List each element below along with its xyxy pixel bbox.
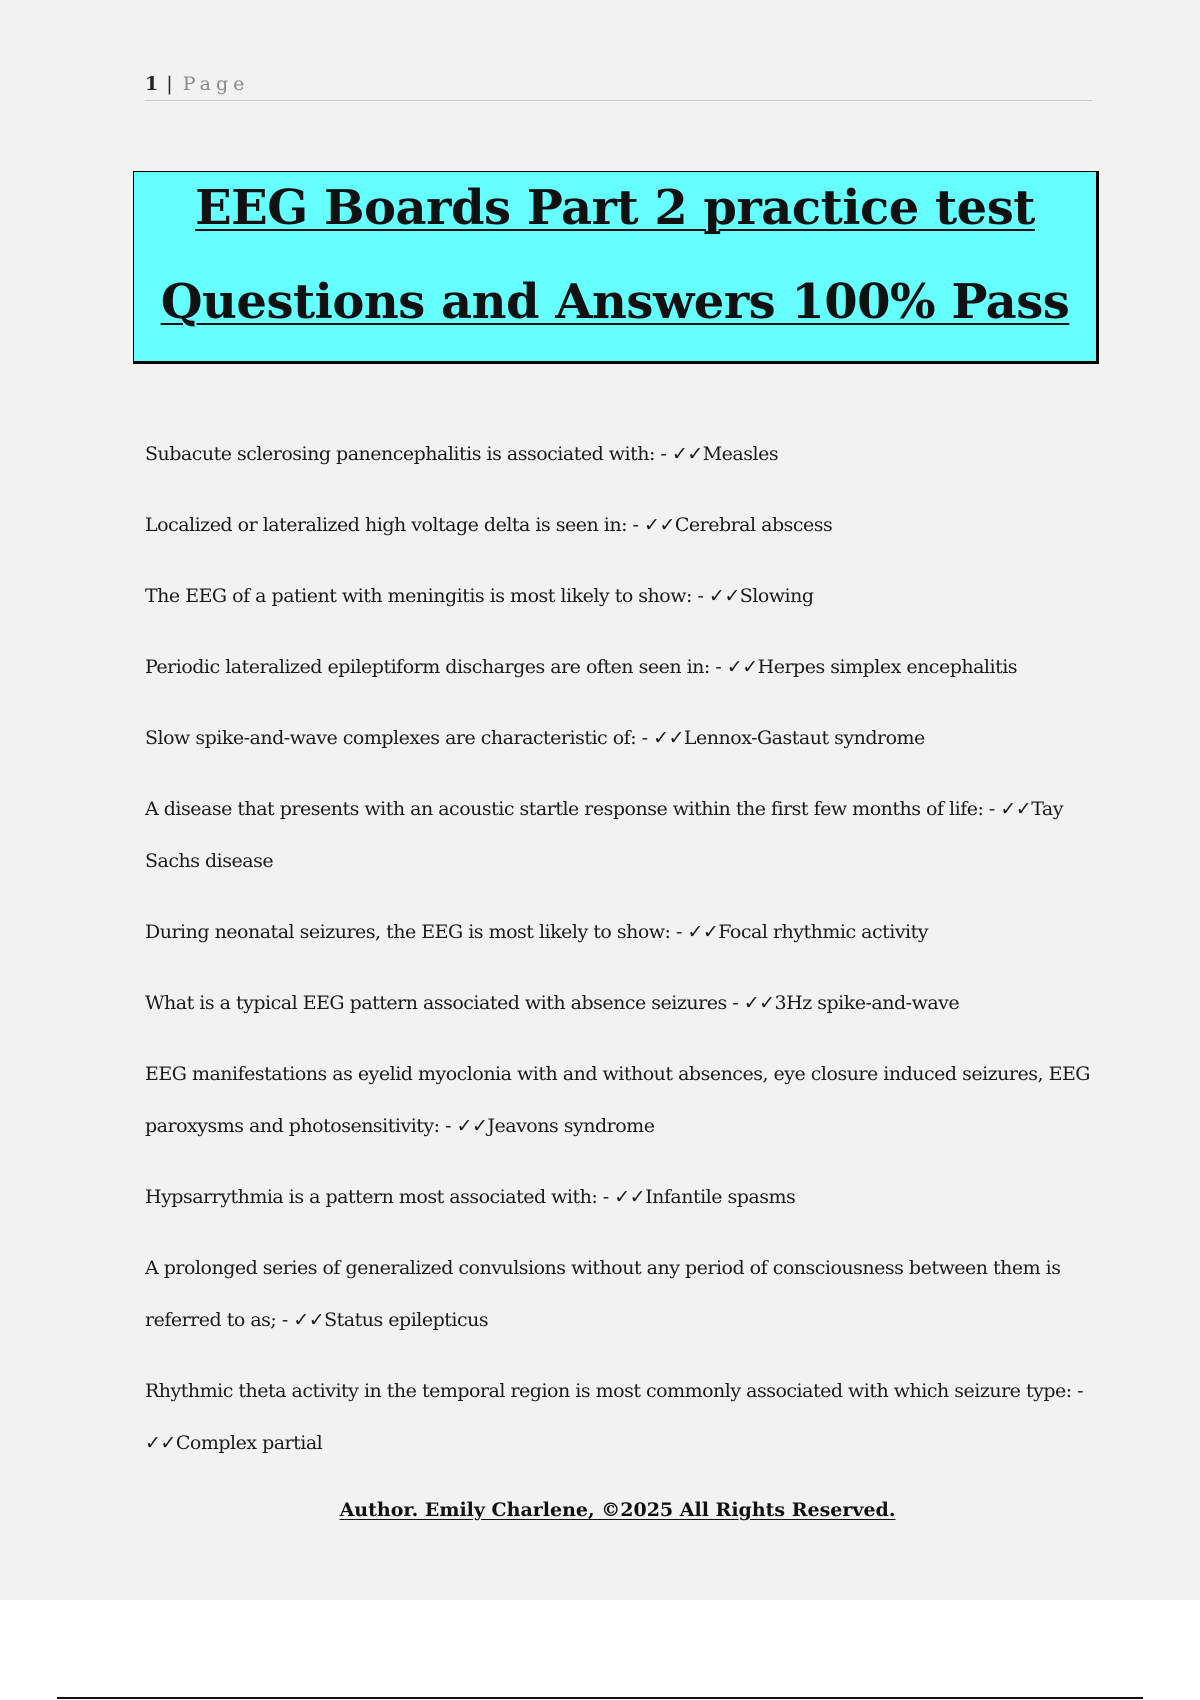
qa-item: A prolonged series of generalized convulsions without any period of consciousness between them is referred to as; - ✓✓Status epilepticus bbox=[145, 1257, 1061, 1331]
qa-item: What is a typical EEG pattern associated with absence seizures - ✓✓3Hz spike-and-wave bbox=[145, 992, 960, 1014]
author-footer: Author. Emily Charlene, ©2025 All Rights Reserved. bbox=[339, 1499, 896, 1521]
qa-item: Rhythmic theta activity in the temporal region is most commonly associated with which seizure type: - ✓✓Complex partial bbox=[145, 1380, 1084, 1454]
qa-item: Subacute sclerosing panencephalitis is associated with: - ✓✓Measles bbox=[145, 443, 779, 465]
page-label: Page bbox=[182, 73, 250, 95]
qa-item: Periodic lateralized epileptiform discharges are often seen in: - ✓✓Herpes simplex encephalitis bbox=[145, 656, 1018, 678]
page-number-separator: | bbox=[166, 73, 173, 95]
page-header bbox=[145, 72, 1092, 101]
qa-item: Slow spike-and-wave complexes are characteristic of: - ✓✓Lennox-Gastaut syndrome bbox=[145, 727, 925, 749]
title-line-2: Questions and Answers 100% Pass bbox=[160, 274, 1070, 330]
question-answer-list bbox=[145, 428, 1090, 1488]
title-banner bbox=[133, 171, 1099, 364]
qa-item: The EEG of a patient with meningitis is most likely to show: - ✓✓Slowing bbox=[145, 585, 814, 607]
qa-item: During neonatal seizures, the EEG is most likely to show: - ✓✓Focal rhythmic activity bbox=[145, 921, 928, 943]
qa-item: EEG manifestations as eyelid myoclonia with and without absences, eye closure induced seizures, EEG paroxysms and photosensitivity: - ✓✓Jeavons syndrome bbox=[145, 1063, 1090, 1137]
bottom-rule bbox=[57, 1697, 1143, 1699]
qa-item: Localized or lateralized high voltage delta is seen in: - ✓✓Cerebral abscess bbox=[145, 514, 833, 536]
qa-item: A disease that presents with an acoustic startle response within the first few months of life: - ✓✓Tay Sachs disease bbox=[145, 798, 1063, 872]
title-line-1: EEG Boards Part 2 practice test bbox=[195, 180, 1035, 236]
page-number: 1 bbox=[145, 73, 159, 95]
qa-item: Hypsarrythmia is a pattern most associated with: - ✓✓Infantile spasms bbox=[145, 1186, 796, 1208]
